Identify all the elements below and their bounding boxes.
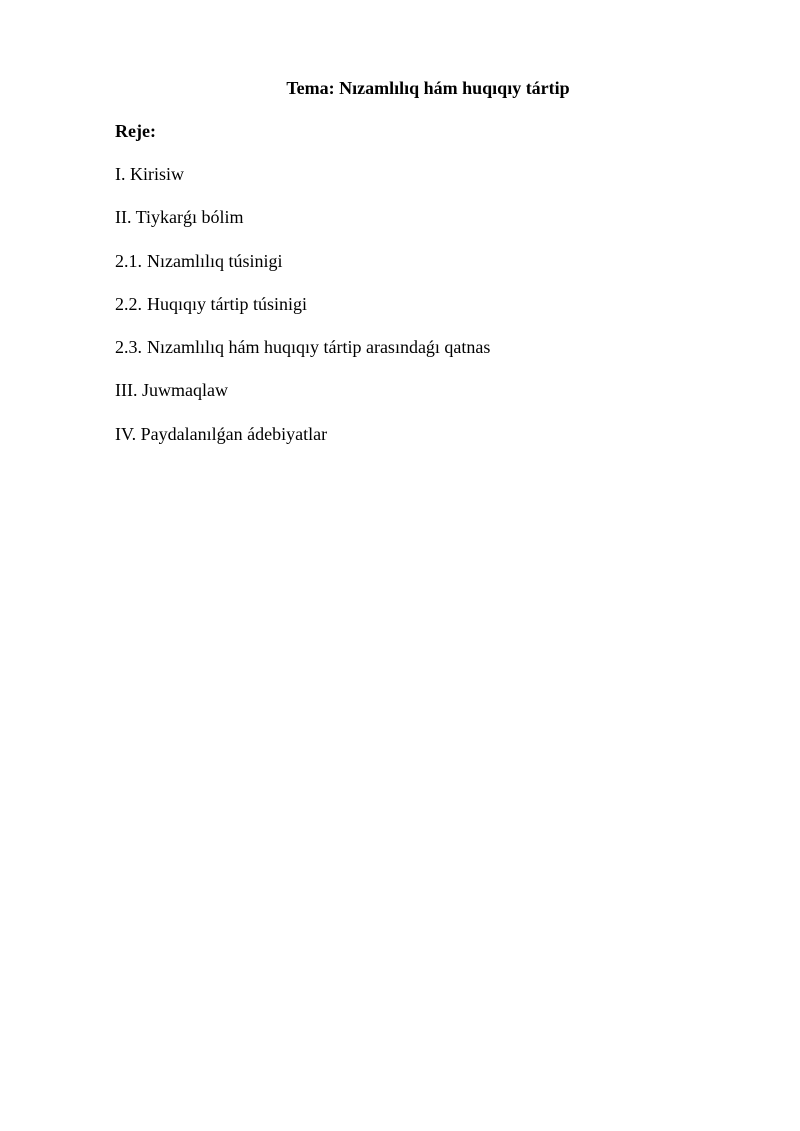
toc-item-number: 2.3. <box>115 337 142 357</box>
toc-item-text: Nızamlılıq túsinigi <box>147 251 283 271</box>
toc-item-2-1 <box>115 249 283 273</box>
plan-heading: Reje: <box>115 121 156 141</box>
toc-item-2-2 <box>115 292 307 316</box>
toc-item-text: Huqıqıy tártip túsinigi <box>147 294 307 314</box>
document-title: Tema: Nızamlılıq hám huqıqıy tártip <box>286 78 570 98</box>
toc-item-introduction <box>115 162 184 186</box>
toc-item-text: IV. Paydalanılǵan ádebiyatlar <box>115 424 328 444</box>
toc-item-number: 2.1. <box>115 251 142 271</box>
toc-item-number: 2.2. <box>115 294 142 314</box>
toc-item-text: II. Tiykarǵı bólim <box>115 207 244 227</box>
toc-item-2-3 <box>115 335 490 359</box>
toc-item-conclusion <box>115 378 228 402</box>
toc-item-text: Nızamlılıq hám huqıqıy tártip arasındaǵı qatnas <box>147 337 491 357</box>
toc-item-text: III. Juwmaqlaw <box>115 380 228 400</box>
toc-item-text: I. Kirisiw <box>115 164 184 184</box>
toc-item-references <box>115 422 327 446</box>
toc-item-main-part <box>115 205 244 229</box>
